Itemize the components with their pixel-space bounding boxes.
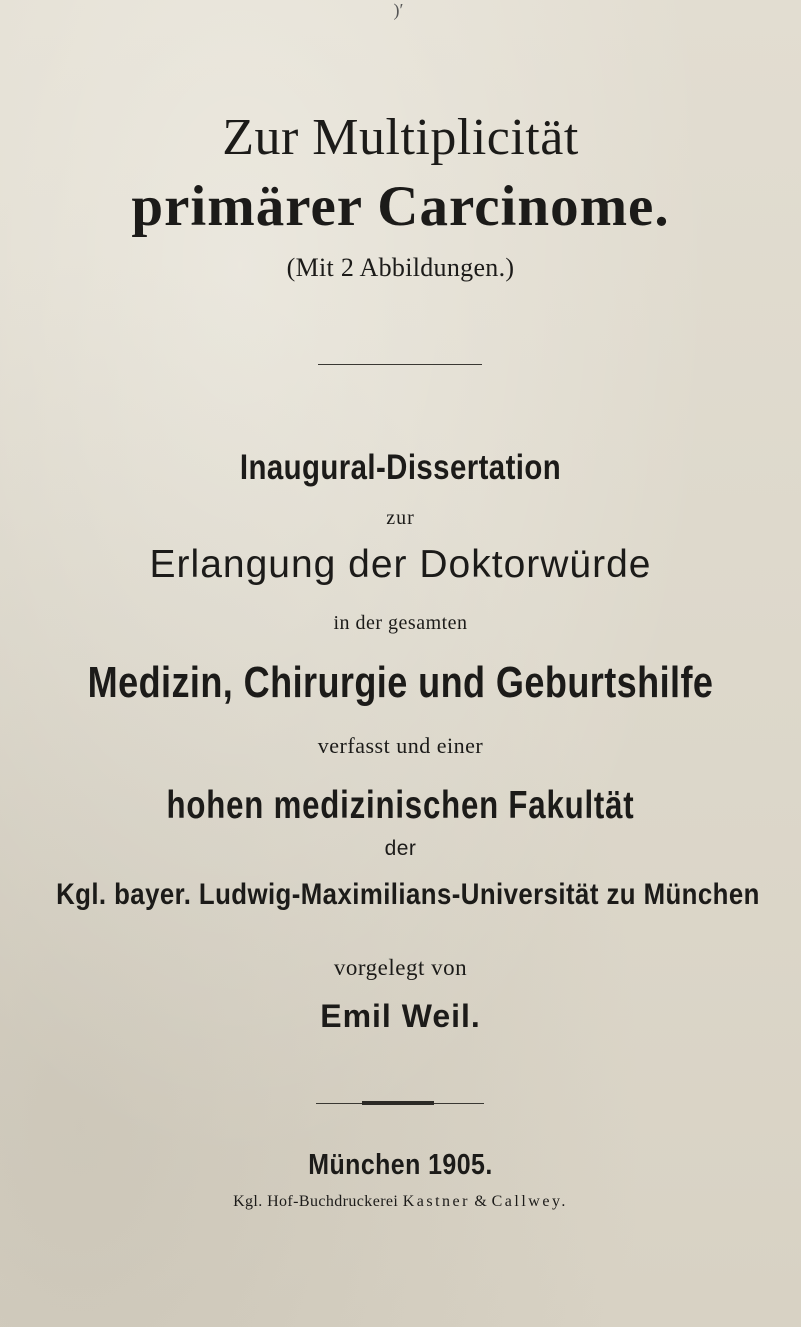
in-der-gesamten-text: in der gesamten <box>333 612 468 634</box>
subtitle: (Mit 2 Abbildungen.) <box>286 253 515 282</box>
der-text: der <box>384 837 417 860</box>
printer-name-1: Kastner <box>402 1193 470 1210</box>
divider-rule-top <box>318 364 482 365</box>
place-year: München 1905. <box>308 1149 493 1181</box>
verfasst-text: verfasst und einer <box>317 733 484 758</box>
printer-prefix: Kgl. Hof-Buchdruckerei <box>233 1193 399 1210</box>
title-line-1: Zur Multiplicität <box>222 109 579 166</box>
erlangung-text: Erlangung der Doktorwürde <box>149 543 652 586</box>
universitaet-text: Kgl. bayer. Ludwig-Maximilians-Universität zu München <box>56 878 760 911</box>
pencil-mark: )′ <box>392 0 404 20</box>
fields-text: Medizin, Chirurgie und Geburtshilfe <box>87 658 714 707</box>
dissertation-heading: Inaugural-Dissertation <box>239 448 562 487</box>
title-line-2: primärer Carcinome. <box>131 175 670 238</box>
fakultaet-text: hohen medizinischen Fakultät <box>166 784 635 827</box>
printer-line <box>0 1194 801 1210</box>
printer-ampersand: & <box>474 1193 488 1210</box>
printer-name-2: Callwey. <box>491 1193 568 1210</box>
zur-text: zur <box>386 507 415 529</box>
divider-rule-bottom-heavy <box>362 1101 434 1105</box>
vorgelegt-text: vorgelegt von <box>333 955 468 980</box>
author-name: Emil Weil. <box>320 998 481 1034</box>
